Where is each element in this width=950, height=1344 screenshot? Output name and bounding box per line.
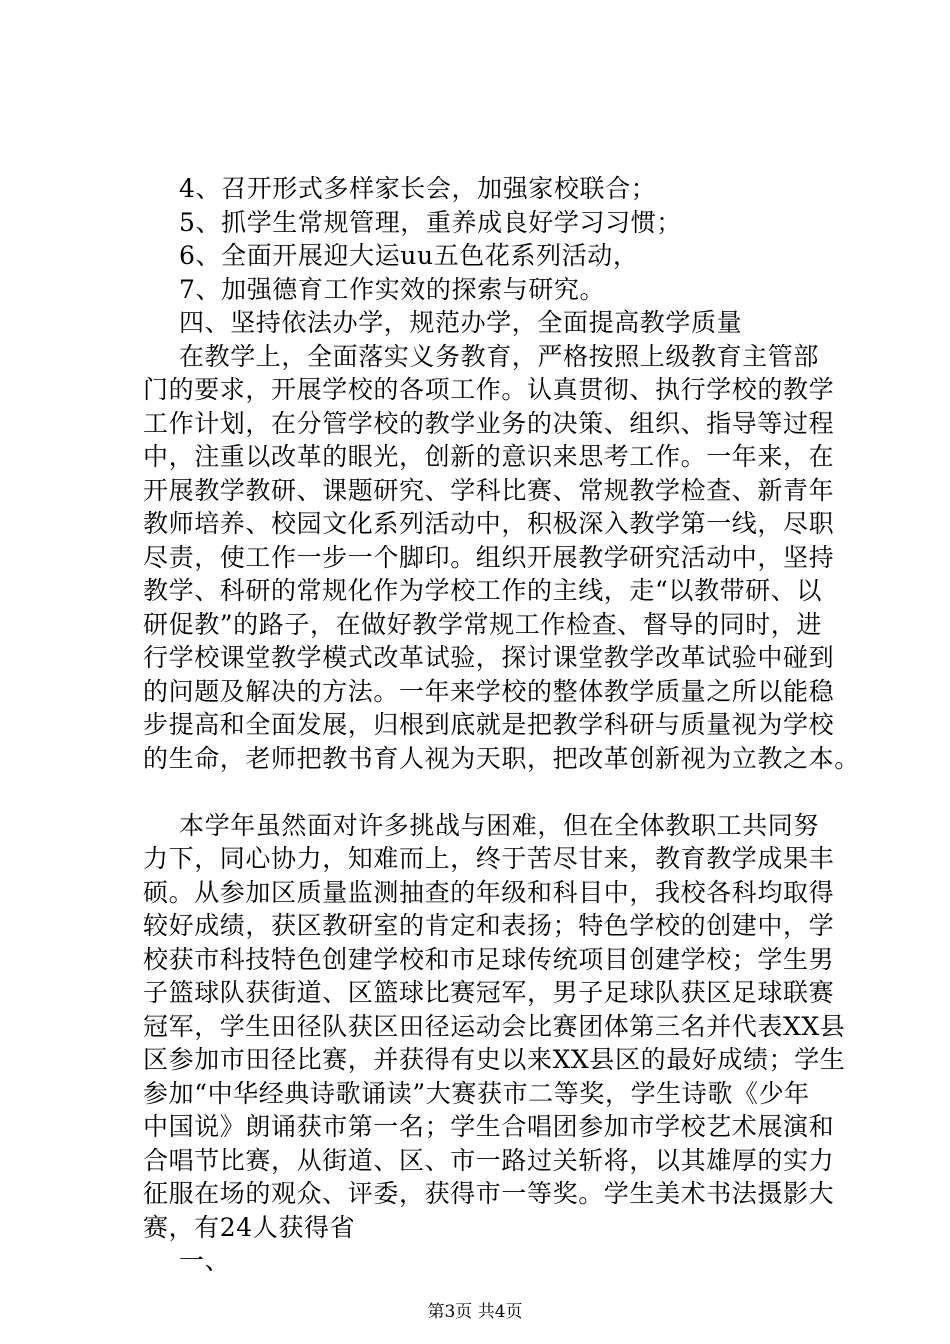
paragraph-line: 合唱节比赛，从街道、区、市一路过关斩将，以其雄厚的实力 [143,1145,835,1175]
paragraph-line: 子篮球队获街道、区篮球比赛冠军，男子足球队获区足球联赛 [143,978,835,1007]
page-footer: 第3页 共4页 [427,1302,523,1322]
paragraph-line: 中，注重以改革的眼光，创新的意识来思考工作。一年来，在 [143,442,835,471]
list-item: 7、加强德育工作实效的探索与研究。 [179,274,606,304]
paragraph-line: 力下，同心协力，知难而上，终于苦尽甘来，教育教学成果丰 [143,844,835,873]
paragraph-line: 硕。从参加区质量监测抽查的年级和科目中，我校各科均取得 [143,877,835,907]
paragraph-line: 校获市科技特色创建学校和市足球传统项目创建学校；学生男 [143,944,835,974]
paragraph-line: 的问题及解决的方法。一年来学校的整体教学质量之所以能稳 [143,676,835,706]
paragraph-teaching [143,340,860,776]
section-heading: 四、坚持依法办学，规范办学，全面提高教学质量 [179,308,743,337]
paragraph-line: 教学、科研的常规化作为学校工作的主线，走“以教带研、以 [143,576,822,605]
paragraph-line: 教师培养、校园文化系列活动中，积极深入教学第一线，尽职 [143,509,835,538]
paragraph-line: 开展教学教研、课题研究、学科比赛、常规教学检查、新青年 [143,475,835,505]
paragraph-line: 门的要求，开展学校的各项工作。认真贯彻、执行学校的教学 [143,375,835,404]
paragraph-line: 工作计划，在分管学校的教学业务的决策、组织、指导等过程 [143,408,835,438]
paragraph-line: 行学校课堂教学模式改革试验，探讨课堂教学改革试验中碰到 [143,643,835,672]
document-body [143,172,860,1278]
paragraph-line: 较好成绩，获区教研室的肯定和表扬；特色学校的创建中，学 [143,911,835,940]
trailing-heading: 一、 [179,1246,231,1275]
list-item: 6、全面开展迎大运uu五色花系列活动， [179,241,639,270]
list-item: 4、召开形式多样家长会，加强家校联合； [179,174,657,203]
paragraph-line: 冠军，学生田径队获区田径运动会比赛团体第三名并代表XX县 [143,1011,846,1041]
paragraph-line: 征服在场的观众、评委，获得市一等奖。学生美术书法摄影大 [143,1179,835,1208]
paragraph-achievements [143,809,846,1245]
paragraph-line: 中国说》朗诵获市第一名；学生合唱团参加市学校艺术展演和 [143,1112,835,1141]
paragraph-line: 研促教”的路子，在做好教学常规工作检查、督导的同时，进 [143,609,822,639]
list-item: 5、抓学生常规管理，重养成良好学习习惯； [179,207,682,237]
paragraph-line: 赛，有24人获得省 [143,1212,356,1242]
paragraph-line: 步提高和全面发展，归根到底就是把教学科研与质量视为学校 [143,710,835,739]
paragraph-line: 尽责，使工作一步一个脚印。组织开展教学研究活动中，坚持 [143,542,835,572]
paragraph-line: 区参加市田径比赛，并获得有史以来XX县区的最好成绩；学生 [143,1045,846,1074]
paragraph-line: 在教学上，全面落实义务教育，严格按照上级教育主管部 [179,341,820,371]
paragraph-line: 参加“中华经典诗歌诵读”大赛获市二等奖，学生诗歌《少年 [143,1078,810,1108]
paragraph-line: 的生命，老师把教书育人视为天职，把改革创新视为立教之本。 [143,743,860,773]
paragraph-line: 本学年虽然面对许多挑战与困难，但在全体教职工共同努 [179,810,820,840]
paragraph-spacer [143,775,843,809]
